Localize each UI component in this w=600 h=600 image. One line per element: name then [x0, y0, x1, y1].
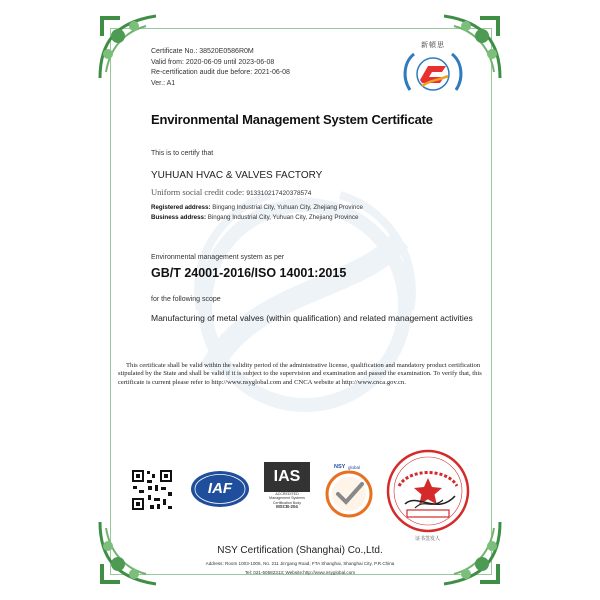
ias-line-1: Management Systems: [269, 496, 305, 501]
ias-code: MSCB-204: [276, 504, 298, 510]
footer-company-name: NSY Certification (Shanghai) Co.,Ltd.: [217, 545, 383, 556]
certify-text: This is to certify that: [151, 150, 214, 157]
ias-badge: [264, 462, 310, 522]
scope-label: for the following scope: [151, 296, 221, 303]
ias-accredited: ACCREDITED: [275, 492, 299, 496]
ias-line-2: Certification Body: [272, 500, 302, 505]
recertification-due: Re-certification audit due before: 2021-06-08: [151, 69, 290, 76]
nsy-global-ring-icon: [320, 462, 378, 520]
registered-address-value: Bingang Industrial City, Yuhuan City, Zhejiang Province: [212, 204, 363, 211]
business-address-value: Bingang Industrial City, Yuhuan City, Zhejiang Province: [207, 214, 359, 221]
nsy-label: NSY: [334, 464, 346, 470]
nsy-logo: [398, 40, 468, 98]
qr-code-icon: [130, 468, 174, 512]
footer-contact: Tel: 021-50582313; Website:http://www.nsyglobal.com: [244, 570, 356, 575]
seal-caption: 证书签发人: [415, 536, 441, 542]
logo-chinese-text: 新頓思: [421, 42, 445, 49]
standard-number: GB/T 24001-2016/ISO 14001:2015: [151, 266, 347, 280]
credit-code-label: Uniform social credit code:: [151, 187, 245, 197]
iaf-label: IAF: [207, 480, 233, 497]
business-address: [151, 214, 358, 221]
nsy-global-badge: [320, 462, 378, 520]
validity-period: Valid from: 2020-06-09 until 2023-06-08: [151, 58, 275, 66]
legal-statement: This certificate shall be valid within the validity period of the administrative license, qualification and mandatory product certification stipulated by the State and shall be valid if it is subject to the supervision and examination and passed the examination. To verify that, this certificate is current please refer to http://www.nsyglobal.com and CNCA website at http://www.cnca.gov.cn.: [118, 362, 482, 386]
certificate-meta: [151, 47, 290, 89]
business-address-label: Business address:: [151, 214, 207, 221]
credit-code-value: 913310217420378574: [246, 190, 312, 197]
registered-address: [151, 204, 363, 211]
ias-label: IAS: [264, 462, 310, 492]
registered-address-label: Registered address:: [151, 204, 211, 211]
certificate-version: Ver.: A1: [151, 79, 176, 87]
iaf-badge: [190, 470, 250, 508]
certificate-number: Certificate No.: 38520E0586R0M: [151, 48, 254, 55]
footer-address: Address: Room 1003-1005, No. 211 Jin'gang Road, FTA Shanghai, Shanghai City, P.R.China: [205, 561, 395, 566]
scope-text: Manufacturing of metal valves (within qualification) and related management activities: [151, 313, 473, 323]
credit-code: [151, 187, 311, 197]
company-seal-icon: [385, 448, 471, 534]
company-name: YUHUAN HVAC & VALVES FACTORY: [151, 170, 323, 181]
certificate-title: Environmental Management System Certificate: [151, 112, 433, 127]
nsy-global-text: global: [348, 465, 361, 470]
nsy-laurel-logo-icon: [398, 50, 468, 98]
ems-text: Environmental management system as per: [151, 254, 285, 261]
